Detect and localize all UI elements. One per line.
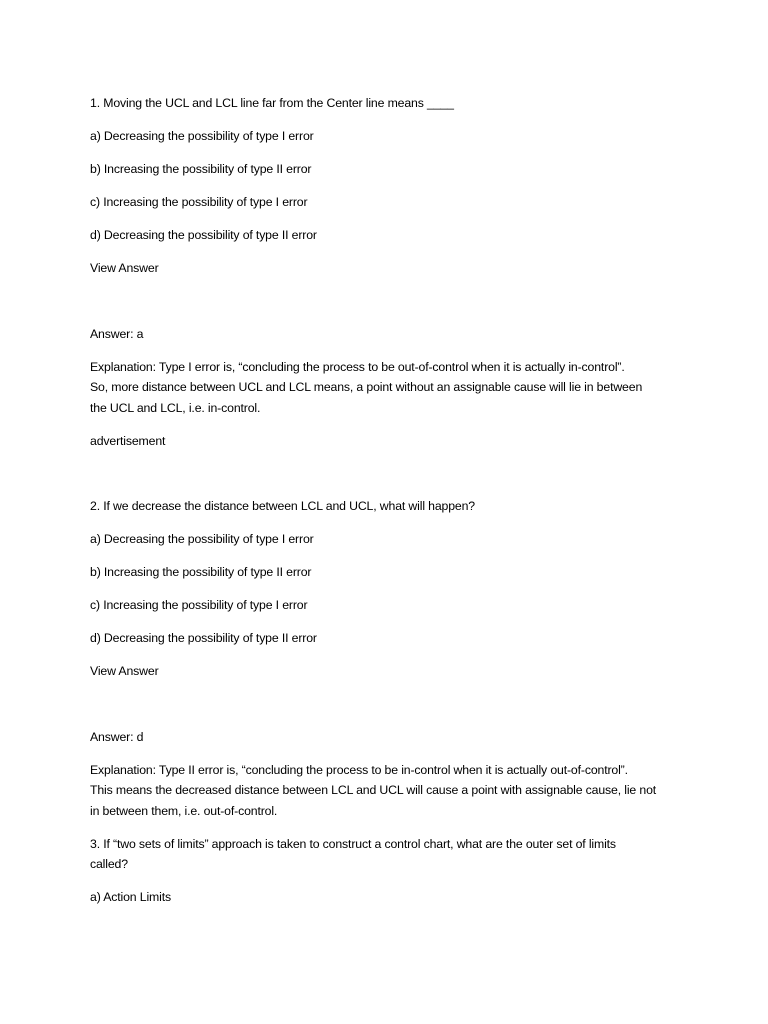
question-3-option-a: a) Action Limits (90, 890, 171, 904)
question-1-explanation-line-2: So, more distance between UCL and LCL means, a point without an assignable cause will lie in between (90, 380, 643, 394)
question-1-explanation (90, 357, 690, 419)
question-3-text (90, 834, 690, 875)
question-1-explanation-line-3: the UCL and LCL, i.e. in-control. (90, 400, 261, 415)
question-2-option-a: a) Decreasing the possibility of type I error (90, 532, 314, 546)
question-1-text: 1. Moving the UCL and LCL line far from the Center line means ____ (90, 96, 454, 110)
question-2-answer: Answer: d (90, 729, 144, 744)
question-2-option-d: d) Decreasing the possibility of type II error (90, 631, 317, 645)
question-2-explanation (90, 760, 690, 822)
advertisement-label: advertisement (90, 433, 166, 448)
question-1-explanation-line-1: Explanation: Type I error is, “concluding the process to be out-of-control when it is actually in-control”. (90, 359, 625, 374)
question-2-option-c: c) Increasing the possibility of type I error (90, 598, 308, 612)
question-2-text: 2. If we decrease the distance between LCL and UCL, what will happen? (90, 499, 475, 513)
question-3-text-line-1: 3. If “two sets of limits” approach is taken to construct a control chart, what are the outer set of limits (90, 836, 616, 851)
question-2-explanation-line-3: in between them, i.e. out-of-control. (90, 803, 278, 818)
question-1-option-b: b) Increasing the possibility of type II error (90, 162, 312, 176)
question-2-view-answer-link[interactable]: View Answer (90, 664, 159, 678)
question-1-answer: Answer: a (90, 326, 144, 341)
document-page (90, 93, 690, 908)
question-1-option-d: d) Decreasing the possibility of type II error (90, 228, 317, 242)
question-3-text-line-2: called? (90, 857, 128, 871)
question-1-view-answer-link[interactable]: View Answer (90, 261, 159, 275)
question-1-option-c: c) Increasing the possibility of type I error (90, 195, 308, 209)
question-2-option-b: b) Increasing the possibility of type II error (90, 565, 312, 579)
question-2-explanation-line-2: This means the decreased distance between LCL and UCL will cause a point with assignable cause, lie not (90, 783, 657, 797)
question-2-explanation-line-1: Explanation: Type II error is, “concluding the process to be in-control when it is actually out-of-control”. (90, 762, 628, 777)
question-1-option-a: a) Decreasing the possibility of type I error (90, 129, 314, 143)
